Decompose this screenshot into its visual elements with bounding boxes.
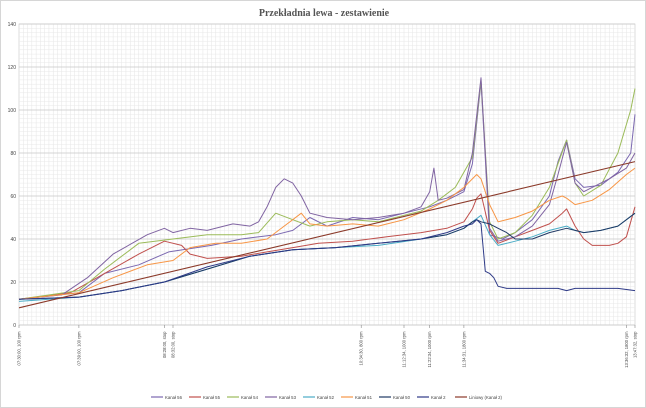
legend-label: Kanał 56: [165, 395, 182, 400]
x-tick-label: 11:12:34, 1000 rpm: [401, 331, 407, 368]
x-tick-label: 07:30:00, 100 rpm: [16, 331, 22, 366]
x-tick-label: 10:34:30, 800 rpm: [358, 331, 364, 366]
legend-label: Kanał 51: [355, 395, 372, 400]
y-tick-label: 120: [7, 65, 16, 71]
legend-label: Kanał 54: [241, 395, 258, 400]
x-tick-label: 08:32:00, stop: [170, 331, 176, 359]
chart-title: Przekładnia lewa - zestawienie: [258, 8, 390, 19]
y-tick-label: 0: [13, 323, 16, 329]
x-tick-label: 11:22:34, 1000 rpm: [427, 331, 433, 368]
x-tick-label: 13:47:32, stop: [632, 331, 638, 359]
y-tick-label: 60: [10, 194, 16, 200]
x-tick-label: 08:28:00, stop: [161, 331, 167, 359]
legend-label: Kanał 52: [317, 395, 334, 400]
legend-label: Kanał 55: [203, 395, 220, 400]
y-tick-label: 140: [7, 22, 16, 28]
line-chart: [1, 1, 645, 407]
y-tick-label: 80: [10, 151, 16, 157]
legend-label: Kanał 50: [393, 395, 410, 400]
y-tick-label: 20: [10, 280, 16, 286]
legend-label: Liniowy (Kanał 2): [469, 395, 502, 400]
y-tick-label: 100: [7, 108, 16, 114]
legend-label: Kanał 2: [431, 395, 446, 400]
legend-label: Kanał 53: [279, 395, 296, 400]
legend: [151, 395, 503, 400]
x-tick-label: 07:39:00, 100 rpm: [76, 331, 82, 366]
x-tick-label: 13:36:32, 1800 rpm: [623, 331, 629, 368]
x-tick-label: 11:34:31, 1800 rpm: [461, 331, 467, 368]
y-tick-label: 40: [10, 237, 16, 243]
gridlines: [19, 24, 635, 325]
